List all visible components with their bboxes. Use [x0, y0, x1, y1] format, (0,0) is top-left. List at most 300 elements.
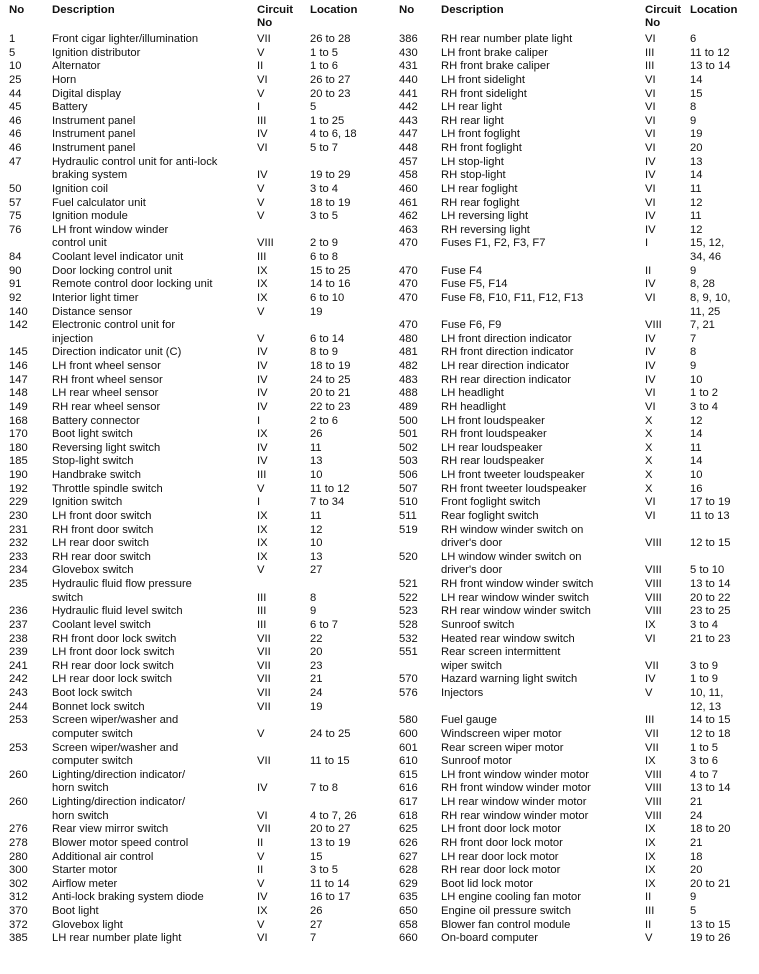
cell-location: 11 to 12	[310, 482, 350, 495]
cell-component-no: 448	[399, 142, 418, 154]
cell-component-no: 483	[399, 373, 418, 386]
cell-component-no: 601	[399, 741, 418, 754]
cell-description: computer switch	[52, 727, 133, 740]
cell-component-no: 447	[399, 128, 418, 141]
cell-location: 20	[690, 142, 703, 154]
cell-location	[310, 769, 379, 783]
cell-component-no: 576	[399, 687, 418, 699]
cell-description: LH rear loudspeaker	[441, 441, 543, 454]
cell-description: Handbrake switch	[52, 469, 141, 481]
cell-circuit-no: IV	[257, 387, 268, 400]
left-table-column	[9, 4, 379, 946]
cell-description: Heated rear window switch	[441, 632, 575, 645]
table-row	[399, 660, 755, 674]
cell-description: Starter motor	[52, 864, 118, 877]
cell-location: 21	[690, 796, 703, 808]
cell-component-no: 430	[399, 46, 418, 59]
table-row	[399, 128, 755, 142]
cell-component-no: 233	[9, 550, 28, 563]
cell-description: Fuel gauge	[441, 714, 497, 727]
table-row	[9, 755, 379, 769]
table-row	[9, 197, 379, 211]
cell-location: 15, 12,	[690, 237, 725, 250]
cell-description: LH front door switch	[52, 509, 152, 522]
cell-location: 12	[690, 196, 703, 209]
cell-location: 8	[690, 346, 697, 359]
table-row	[9, 510, 379, 524]
cell-circuit-no: IX	[257, 905, 268, 917]
cell-location: 18	[690, 850, 703, 863]
cell-component-no: 260	[9, 768, 28, 781]
cell-circuit-no: V	[257, 332, 265, 345]
cell-circuit-no: III	[257, 618, 267, 631]
cell-description: RH front loudspeaker	[441, 428, 547, 441]
cell-description	[441, 306, 645, 320]
cell-component-no: 626	[399, 836, 418, 849]
cell-location: 2 to 9	[310, 237, 338, 250]
table-header-row	[399, 4, 755, 33]
cell-component-no	[399, 564, 441, 578]
cell-description: RH window winder switch on	[441, 523, 584, 536]
table-row	[9, 919, 379, 933]
cell-location: 20 to 27	[310, 823, 351, 836]
cell-component-no: 192	[9, 482, 28, 495]
cell-circuit-no: III	[645, 60, 655, 73]
cell-location: 13	[310, 455, 323, 468]
cell-circuit-no: IV	[257, 128, 268, 141]
cell-component-no: 431	[399, 60, 418, 73]
component-table-left	[9, 4, 379, 946]
cell-location: 21 to 23	[690, 632, 731, 645]
cell-circuit-no: IV	[257, 400, 268, 413]
cell-component-no: 146	[9, 360, 28, 372]
cell-component-no: 237	[9, 618, 28, 631]
cell-circuit-no	[257, 714, 310, 728]
cell-circuit-no: VI	[645, 182, 656, 195]
cell-location: 23	[310, 659, 323, 672]
cell-description: Stop-light switch	[52, 455, 134, 468]
cell-component-no: 610	[399, 755, 418, 768]
cell-circuit-no: IV	[257, 441, 268, 454]
cell-circuit-no: IV	[257, 891, 268, 904]
cell-location: 8	[310, 591, 317, 604]
cell-circuit-no: IX	[645, 877, 656, 890]
cell-location: 12 to 18	[690, 727, 731, 740]
table-row	[399, 728, 755, 742]
table-row	[9, 714, 379, 728]
table-row	[9, 306, 379, 320]
cell-component-no: 46	[9, 128, 22, 141]
cell-description: RH reversing light	[441, 223, 530, 236]
cell-location: 19 to 26	[690, 932, 731, 945]
cell-circuit-no: VIII	[645, 809, 662, 822]
cell-circuit-no: IV	[645, 346, 656, 359]
cell-location: 6	[690, 33, 697, 45]
cell-description: LH headlight	[441, 387, 504, 400]
table-row	[9, 660, 379, 674]
cell-circuit-no: III	[257, 251, 267, 263]
table-body-right	[399, 33, 755, 946]
cell-circuit-no: X	[645, 414, 653, 427]
cell-description: LH front door lock motor	[441, 823, 562, 836]
table-row	[9, 237, 379, 251]
cell-location: 1 to 5	[690, 741, 718, 754]
cell-location: 24 to 25	[310, 727, 351, 740]
cell-description: On-board computer	[441, 932, 539, 945]
cell-circuit-no: VI	[645, 114, 656, 127]
cell-component-no: 618	[399, 809, 418, 822]
cell-component-no: 230	[9, 509, 28, 522]
cell-description: RH front tweeter loudspeaker	[441, 482, 587, 495]
cell-location: 4 to 7	[690, 768, 718, 781]
cell-description: LH rear direction indicator	[441, 360, 570, 372]
cell-circuit-no: IX	[645, 836, 656, 849]
cell-description: Rear foglight switch	[441, 509, 539, 522]
table-row	[9, 360, 379, 374]
cell-location: 17 to 19	[690, 496, 731, 509]
cell-location: 7 to 34	[310, 496, 345, 509]
cell-circuit-no: V	[257, 727, 265, 740]
cell-circuit-no: V	[257, 482, 265, 495]
cell-description: LH rear door lock motor	[441, 850, 559, 863]
cell-description: Blower motor speed control	[52, 836, 189, 849]
table-header-row	[9, 4, 379, 33]
cell-component-no: 615	[399, 768, 418, 781]
cell-description: Boot lid lock motor	[441, 877, 534, 890]
cell-description: Instrument panel	[52, 114, 136, 127]
table-row	[399, 469, 755, 483]
cell-description: Glovebox switch	[52, 564, 134, 577]
cell-description: Digital display	[52, 87, 122, 100]
table-row	[9, 483, 379, 497]
cell-description: braking system	[52, 169, 128, 182]
cell-location: 20 to 22	[690, 591, 731, 604]
cell-location: 10	[690, 469, 703, 481]
cell-circuit-no: V	[257, 210, 265, 223]
cell-circuit-no: IV	[257, 346, 268, 359]
cell-description: LH engine cooling fan motor	[441, 891, 581, 904]
cell-circuit-no: III	[257, 591, 267, 604]
right-table-column	[399, 4, 755, 946]
cell-component-no: 57	[9, 196, 22, 209]
cell-description: Engine oil pressure switch	[441, 905, 571, 917]
cell-location: 15	[310, 850, 323, 863]
cell-description: Additional air control	[52, 850, 154, 863]
cell-description: Fuse F6, F9	[441, 319, 502, 332]
table-row	[399, 483, 755, 497]
cell-component-no: 521	[399, 578, 418, 590]
cell-location: 6 to 7	[310, 618, 338, 631]
table-row	[9, 183, 379, 197]
cell-component-no: 90	[9, 264, 22, 277]
cell-circuit-no: V	[257, 46, 265, 59]
table-row	[9, 646, 379, 660]
cell-component-no: 1	[9, 33, 16, 45]
cell-component-no	[9, 237, 52, 251]
cell-component-no: 470	[399, 291, 418, 304]
header-circuit-line1: Circuit	[645, 4, 682, 16]
cell-location: 16 to 17	[310, 891, 351, 904]
cell-description: RH rear loudspeaker	[441, 455, 545, 468]
cell-location: 3 to 6	[690, 755, 718, 768]
cell-location: 11 to 15	[310, 755, 350, 768]
cell-description: LH rear foglight	[441, 182, 518, 195]
table-row	[9, 769, 379, 783]
cell-location: 24	[690, 809, 703, 822]
cell-description: LH front sidelight	[441, 73, 525, 86]
cell-location: 14	[690, 73, 703, 86]
cell-component-no: 628	[399, 864, 418, 877]
cell-description: LH window winder switch on	[441, 550, 582, 563]
cell-description: LH rear wheel sensor	[52, 387, 159, 400]
table-row	[399, 605, 755, 619]
cell-description: switch	[52, 591, 84, 604]
cell-location: 18 to 19	[310, 196, 351, 209]
table-row	[9, 60, 379, 74]
cell-component-no: 276	[9, 823, 28, 836]
cell-description: RH rear window winder switch	[441, 605, 591, 618]
table-row	[9, 115, 379, 129]
table-row	[399, 115, 755, 129]
table-row	[9, 864, 379, 878]
cell-component-no: 253	[9, 741, 28, 754]
cell-circuit-no	[645, 524, 690, 538]
cell-location: 1 to 9	[690, 673, 718, 686]
cell-location: 16	[690, 482, 703, 495]
cell-location: 3 to 4	[310, 182, 338, 195]
cell-component-no: 488	[399, 387, 418, 400]
table-row	[399, 428, 755, 442]
table-row	[9, 687, 379, 701]
cell-location: 13 to 14	[690, 578, 731, 590]
cell-location: 5	[690, 905, 697, 917]
cell-description: Fuses F1, F2, F3, F7	[441, 237, 546, 250]
cell-description: driver's door	[441, 537, 503, 550]
cell-description: Front foglight switch	[441, 496, 541, 509]
cell-description: Ignition distributor	[52, 46, 141, 59]
cell-component-no: 506	[399, 469, 418, 481]
table-row	[9, 346, 379, 360]
cell-circuit-no: III	[257, 469, 267, 481]
cell-circuit-no: IX	[645, 755, 656, 768]
table-row	[399, 251, 755, 265]
cell-location: 19 to 29	[310, 169, 351, 182]
cell-circuit-no: IX	[257, 537, 268, 550]
cell-description: Rear screen intermittent	[441, 646, 561, 659]
cell-component-no	[9, 333, 52, 347]
cell-location: 3 to 5	[310, 864, 338, 877]
cell-description: Battery	[52, 101, 88, 114]
cell-description: Screen wiper/washer and	[52, 741, 179, 754]
table-row	[9, 292, 379, 306]
cell-description: LH front loudspeaker	[441, 414, 545, 427]
table-row	[399, 319, 755, 333]
cell-circuit-no	[257, 742, 310, 756]
header-location: Location	[310, 4, 358, 16]
header-no: No	[9, 4, 25, 16]
cell-circuit-no: VI	[645, 87, 656, 100]
cell-component-no: 658	[399, 918, 418, 931]
table-row	[9, 101, 379, 115]
cell-circuit-no: III	[645, 46, 655, 59]
cell-description: Fuse F5, F14	[441, 278, 508, 291]
cell-circuit-no: VI	[645, 387, 656, 400]
cell-location: 26 to 28	[310, 33, 351, 45]
cell-description: LH rear number plate light	[52, 932, 182, 945]
table-row	[9, 551, 379, 565]
cell-description: RH rear window winder motor	[441, 809, 589, 822]
cell-component-no: 462	[399, 210, 418, 223]
cell-description: Door locking control unit	[52, 264, 173, 277]
cell-circuit-no: IV	[257, 782, 268, 795]
header-circuit-no	[257, 4, 310, 33]
cell-location: 4 to 7, 26	[310, 809, 357, 822]
cell-location: 26 to 27	[310, 73, 351, 86]
cell-description: Electronic control unit for	[52, 319, 176, 332]
cell-description: Reversing light switch	[52, 441, 161, 454]
table-row	[399, 742, 755, 756]
cell-circuit-no: V	[257, 850, 265, 863]
cell-description: Throttle spindle switch	[52, 482, 163, 495]
cell-location: 3 to 5	[310, 210, 338, 223]
cell-component-no: 629	[399, 877, 418, 890]
cell-circuit-no: IV	[645, 278, 656, 291]
cell-circuit-no: VII	[257, 632, 271, 645]
cell-component-no: 503	[399, 455, 418, 468]
cell-location: 19	[690, 128, 703, 141]
cell-description: LH rear light	[441, 101, 502, 114]
cell-location	[310, 224, 379, 238]
cell-circuit-no: VI	[645, 496, 656, 509]
cell-component-no	[9, 592, 52, 606]
cell-description: Direction indicator unit (C)	[52, 346, 182, 359]
cell-circuit-no: II	[645, 891, 652, 904]
table-row	[9, 387, 379, 401]
cell-location: 8	[690, 101, 697, 114]
cell-location: 26	[310, 428, 323, 441]
cell-component-no: 241	[9, 659, 28, 672]
cell-location: 11 to 12	[690, 46, 730, 59]
table-row	[9, 128, 379, 142]
table-row	[399, 33, 755, 47]
table-row	[399, 401, 755, 415]
cell-component-no: 312	[9, 891, 28, 904]
table-row	[9, 47, 379, 61]
cell-circuit-no: III	[645, 905, 655, 917]
table-row	[399, 387, 755, 401]
cell-circuit-no	[645, 701, 690, 715]
cell-component-no: 523	[399, 605, 418, 618]
cell-component-no: 46	[9, 142, 22, 154]
cell-component-no: 501	[399, 428, 418, 441]
cell-description: RH front wheel sensor	[52, 373, 163, 386]
cell-circuit-no: VI	[645, 101, 656, 114]
cell-location	[310, 156, 379, 170]
cell-description: Distance sensor	[52, 305, 133, 318]
cell-component-no: 443	[399, 114, 418, 127]
cell-circuit-no: I	[257, 101, 261, 114]
cell-description: computer switch	[52, 755, 133, 768]
cell-description: Interior light timer	[52, 291, 139, 304]
cell-description: RH front brake caliper	[441, 60, 550, 73]
cell-location: 6 to 14	[310, 332, 345, 345]
cell-location: 11 to 13	[690, 509, 730, 522]
cell-location: 11	[690, 441, 702, 454]
table-row	[399, 673, 755, 687]
cell-component-no: 185	[9, 455, 28, 468]
cell-circuit-no	[257, 769, 310, 783]
table-row	[9, 619, 379, 633]
cell-location: 11 to 14	[310, 877, 350, 890]
cell-description: RH front window winder switch	[441, 578, 594, 590]
table-row	[399, 101, 755, 115]
cell-circuit-no: VII	[257, 755, 271, 768]
cell-location: 1 to 2	[690, 387, 718, 400]
cell-description: Glovebox light	[52, 918, 123, 931]
cell-description: LH front foglight	[441, 128, 520, 141]
table-row	[399, 496, 755, 510]
table-row	[399, 810, 755, 824]
cell-circuit-no: II	[257, 864, 264, 877]
table-row	[9, 33, 379, 47]
cell-circuit-no	[645, 646, 690, 660]
cell-circuit-no: VIII	[645, 796, 662, 808]
cell-circuit-no: VII	[645, 741, 659, 754]
table-row	[399, 687, 755, 701]
cell-component-no: 372	[9, 918, 28, 931]
cell-circuit-no: VI	[257, 73, 268, 86]
table-row	[399, 823, 755, 837]
cell-component-no: 300	[9, 864, 28, 877]
cell-component-no	[9, 810, 52, 824]
cell-component-no: 470	[399, 237, 418, 250]
cell-component-no: 44	[9, 87, 22, 100]
cell-component-no: 482	[399, 360, 418, 372]
table-row	[399, 537, 755, 551]
table-row	[399, 333, 755, 347]
cell-location: 14 to 15	[690, 714, 731, 727]
table-row	[9, 265, 379, 279]
cell-location: 18 to 20	[690, 823, 731, 836]
cell-location: 6 to 8	[310, 251, 338, 263]
table-row	[399, 578, 755, 592]
cell-component-no: 616	[399, 782, 418, 795]
header-circuit-line1: Circuit	[257, 4, 294, 16]
cell-component-no: 234	[9, 564, 28, 577]
cell-description: RH front door lock motor	[441, 836, 563, 849]
header-description: Description	[52, 4, 115, 16]
table-row	[399, 932, 755, 946]
cell-location: 13 to 19	[310, 836, 351, 849]
cell-location: 13 to 14	[690, 60, 731, 73]
cell-component-no: 519	[399, 523, 418, 536]
cell-description: horn switch	[52, 782, 109, 795]
cell-circuit-no: VII	[257, 659, 271, 672]
cell-location: 20 to 21	[690, 877, 731, 890]
cell-component-no: 232	[9, 537, 28, 550]
cell-location: 18 to 19	[310, 360, 351, 372]
cell-location: 7	[690, 332, 697, 345]
cell-location: 1 to 25	[310, 114, 345, 127]
cell-location: 8, 28	[690, 278, 715, 291]
table-row	[399, 346, 755, 360]
cell-location: 3 to 4	[690, 618, 718, 631]
cell-component-no: 302	[9, 877, 28, 890]
cell-description: Front cigar lighter/illumination	[52, 33, 199, 45]
cell-circuit-no: IV	[645, 373, 656, 386]
cell-description: RH rear direction indicator	[441, 373, 571, 386]
cell-component-no: 635	[399, 891, 418, 904]
